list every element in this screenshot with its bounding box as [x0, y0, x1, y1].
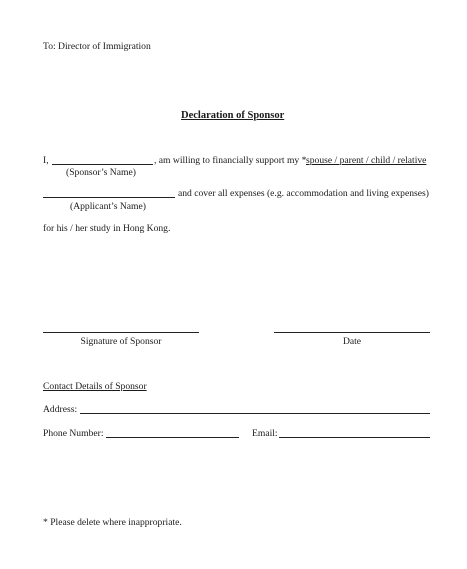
footnote: * Please delete where inappropriate. — [43, 517, 182, 528]
email-label: Email: — [252, 428, 278, 439]
date-label: Date — [342, 336, 362, 347]
phone-field[interactable] — [106, 437, 239, 438]
statement-part1: , am willing to financially support my * — [154, 155, 307, 166]
recipient-line: To: Director of Immigration — [43, 41, 151, 52]
statement-part2: and cover all expenses (e.g. accommodation and living expenses) — [178, 188, 429, 199]
date-field[interactable] — [274, 332, 430, 333]
address-field[interactable] — [80, 413, 430, 414]
statement-part3: for his / her study in Hong Kong. — [43, 223, 171, 234]
contact-heading: Contact Details of Sponsor — [43, 381, 147, 392]
sponsor-name-label: (Sponsor’s Name) — [66, 167, 136, 178]
relation-options: spouse / parent / child / relative — [306, 155, 427, 166]
applicant-name-field[interactable] — [43, 197, 175, 198]
sponsor-name-field[interactable] — [52, 164, 153, 165]
statement-prefix: I, — [43, 155, 49, 166]
email-field[interactable] — [279, 437, 430, 438]
document-title: Declaration of Sponsor — [181, 110, 285, 121]
phone-label: Phone Number: — [43, 428, 104, 439]
applicant-name-label: (Applicant’s Name) — [70, 201, 146, 212]
sponsor-signature-label: Signature of Sponsor — [80, 336, 162, 347]
address-label: Address: — [43, 404, 78, 415]
sponsor-signature-field[interactable] — [43, 332, 199, 333]
